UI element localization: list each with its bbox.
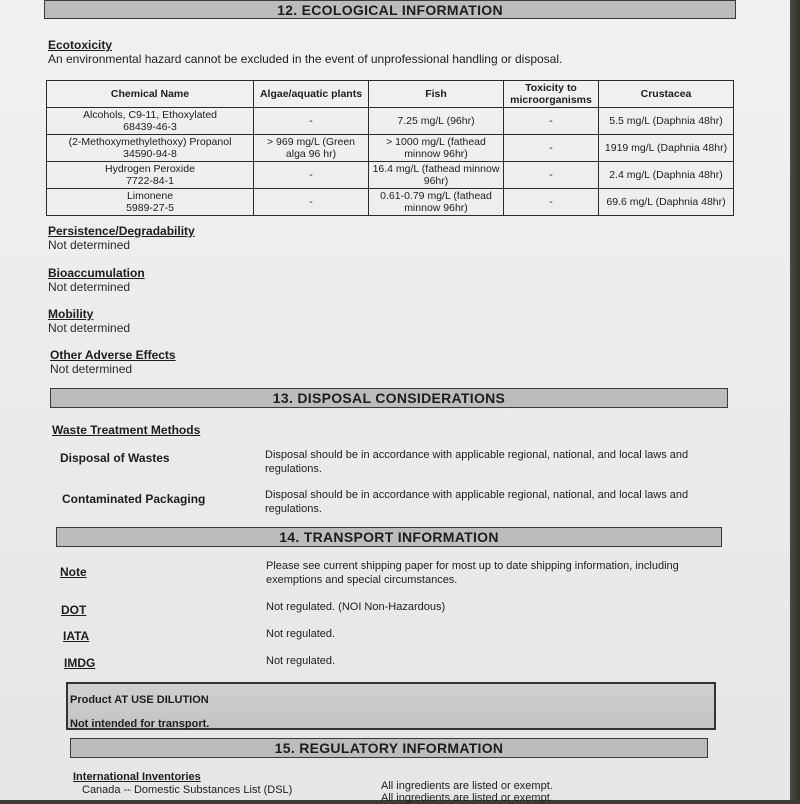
- ecotoxicity-text: An environmental hazard cannot be excluded in the event of unprofessional handling or disposal.: [48, 52, 563, 66]
- section-12-title: 12. ECOLOGICAL INFORMATION: [277, 1, 503, 18]
- adverse-effects-label: Other Adverse Effects: [50, 348, 176, 362]
- international-inventories-label: International Inventories: [73, 771, 201, 783]
- iata-value: Not regulated.: [266, 628, 336, 640]
- section-13-header: [50, 388, 728, 408]
- dot-label: DOT: [61, 603, 87, 617]
- background-edge: [790, 0, 800, 800]
- dot-value: Not regulated. (NOI Non-Hazardous): [266, 601, 446, 613]
- fish-cell: 16.4 mg/L (fathead minnow 96hr): [369, 162, 504, 189]
- box-line-1: Product AT USE DILUTION: [70, 694, 209, 706]
- section-12-header: [44, 0, 736, 19]
- section-15-header: [70, 738, 708, 758]
- table-row: [47, 189, 734, 216]
- ecotoxicity-table: [46, 80, 734, 216]
- disposal-wastes-text: Disposal should be in accordance with applicable regional, national, and local laws and regulations.: [265, 449, 689, 475]
- next-inventory-value: All ingredients are listed or exempt.: [381, 792, 553, 804]
- col-microorganisms: Toxicity to microorganisms: [504, 81, 599, 108]
- persistence-label: Persistence/Degradability: [48, 224, 195, 238]
- fish-cell: 7.25 mg/L (96hr): [369, 108, 504, 135]
- chemical-cell: [47, 189, 254, 216]
- imdg-value: Not regulated.: [266, 655, 336, 667]
- bioaccumulation-value: Not determined: [48, 280, 131, 294]
- chemical-name: Limonene: [126, 190, 174, 202]
- crustacea-cell: 2.4 mg/L (Daphnia 48hr): [599, 162, 734, 189]
- chemical-cell: [47, 135, 254, 162]
- algae-cell: -: [254, 162, 369, 189]
- col-chemical-name: Chemical Name: [47, 81, 254, 108]
- cas-number: 68439-46-3: [123, 121, 177, 133]
- imdg-label: IMDG: [64, 656, 96, 670]
- canada-dsl-label: Canada -- Domestic Substances List (DSL): [82, 784, 293, 796]
- note-label: Note: [60, 565, 87, 579]
- table-row: [47, 135, 734, 162]
- disposal-wastes-label: Disposal of Wastes: [60, 451, 170, 465]
- ecotoxicity-label: Ecotoxicity: [48, 38, 113, 52]
- micro-cell: -: [504, 162, 599, 189]
- at-use-dilution-box: [66, 682, 716, 730]
- chemical-name: Alcohols, C9-11, Ethoxylated: [82, 109, 218, 121]
- fish-cell: 0.61-0.79 mg/L (fathead minnow 96hr): [369, 189, 504, 216]
- section-13-title: 13. DISPOSAL CONSIDERATIONS: [272, 390, 506, 406]
- col-algae: Algae/aquatic plants: [254, 81, 369, 108]
- adverse-effects-value: Not determined: [50, 362, 133, 376]
- section-14-header: [56, 527, 722, 547]
- canada-dsl-value: All ingredients are listed or exempt.: [381, 780, 553, 792]
- crustacea-cell: 1919 mg/L (Daphnia 48hr): [599, 135, 734, 162]
- cas-number: 7722-84-1: [126, 175, 174, 187]
- chemical-name: (2-Methoxymethylethoxy) Propanol: [68, 136, 232, 148]
- chemical-cell: [47, 108, 254, 135]
- micro-cell: -: [504, 189, 599, 216]
- algae-cell: -: [254, 108, 369, 135]
- bioaccumulation-label: Bioaccumulation: [48, 266, 145, 280]
- chemical-name: Hydrogen Peroxide: [105, 163, 195, 175]
- col-fish: Fish: [369, 81, 504, 108]
- iata-label: IATA: [63, 629, 90, 643]
- algae-cell: > 969 mg/L (Green alga 96 hr): [254, 135, 369, 162]
- waste-treatment-label: Waste Treatment Methods: [52, 423, 201, 437]
- col-crustacea: Crustacea: [599, 81, 734, 108]
- crustacea-cell: 69.6 mg/L (Daphnia 48hr): [599, 189, 734, 216]
- mobility-label: Mobility: [48, 307, 94, 321]
- cas-number: 34590-94-8: [123, 148, 177, 160]
- note-text: Please see current shipping paper for most up to date shipping information, including exemptions and special circumstances.: [266, 560, 679, 586]
- chemical-cell: [47, 162, 254, 189]
- contaminated-packaging-label: Contaminated Packaging: [62, 492, 206, 506]
- micro-cell: -: [504, 135, 599, 162]
- contaminated-packaging-text: Disposal should be in accordance with applicable regional, national, and local laws and regulations.: [265, 489, 689, 515]
- micro-cell: -: [504, 108, 599, 135]
- crustacea-cell: 5.5 mg/L (Daphnia 48hr): [599, 108, 734, 135]
- box-line-2: Not intended for transport.: [70, 718, 210, 730]
- algae-cell: -: [254, 189, 369, 216]
- fish-cell: > 1000 mg/L (fathead minnow 96hr): [369, 135, 504, 162]
- table-row: [47, 108, 734, 135]
- table-header-row: [47, 81, 734, 108]
- mobility-value: Not determined: [48, 321, 131, 335]
- persistence-value: Not determined: [48, 238, 131, 252]
- table-row: [47, 162, 734, 189]
- section-15-title: 15. REGULATORY INFORMATION: [274, 740, 504, 756]
- section-14-title: 14. TRANSPORT INFORMATION: [279, 529, 499, 545]
- cas-number: 5989-27-5: [126, 202, 174, 214]
